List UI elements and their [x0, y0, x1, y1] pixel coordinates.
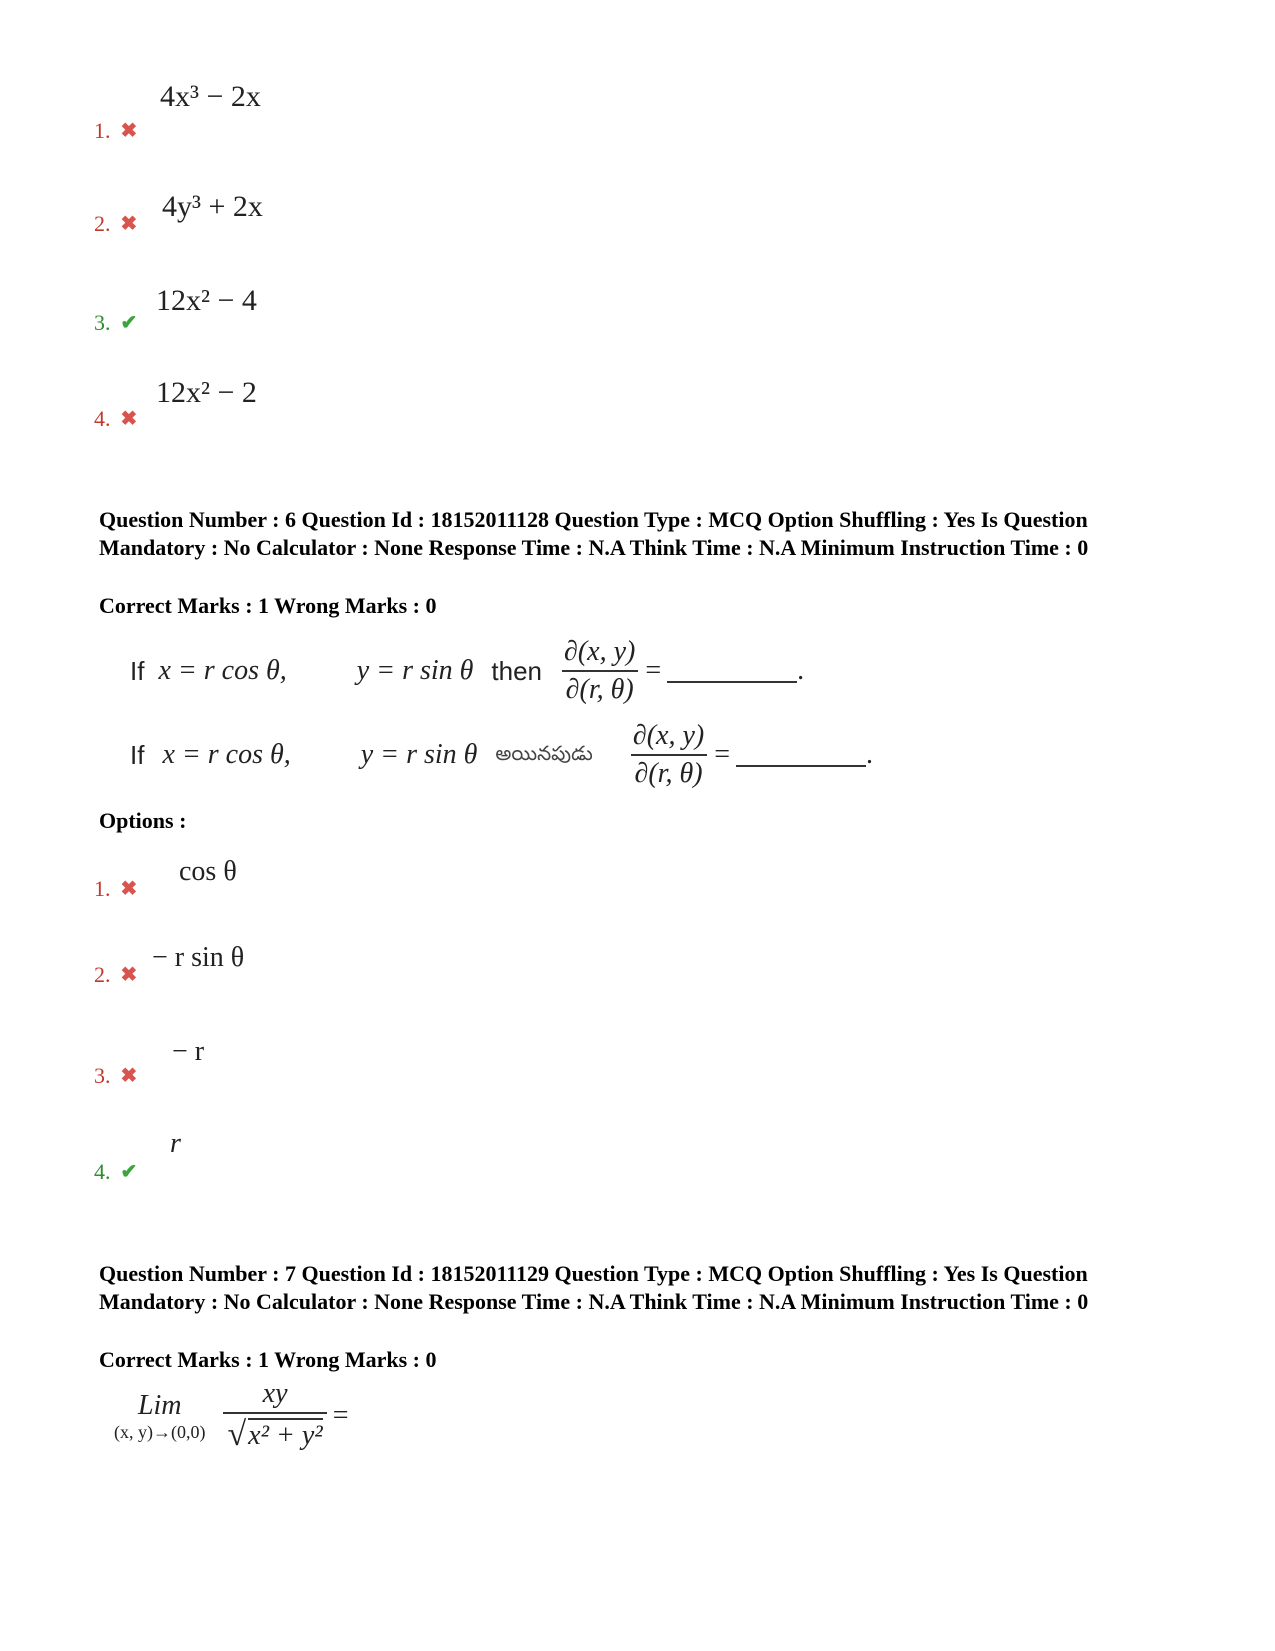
- option-number: 4.: [94, 406, 111, 431]
- option-number: 1.: [94, 118, 111, 143]
- equals-sign: =: [714, 739, 730, 770]
- q7-meta: Question Number : 7 Question Id : 18152011129 Question Type : MCQ Option Shuffling : Yes Is Question Mandatory : No Calculator : None Response Time : N.A Think Time : N.A Minimum Instruction Time : 0: [99, 1261, 1089, 1314]
- equals-sign: =: [645, 655, 662, 686]
- option-number: 3.: [94, 1063, 111, 1088]
- cross-mark-icon: ✖: [120, 1065, 138, 1087]
- answer-blank: [667, 659, 797, 683]
- q5-option-3-expr: 12x² − 4: [156, 284, 257, 317]
- q5-option-4-expr: 12x² − 2: [156, 376, 257, 409]
- q6-meta: Question Number : 6 Question Id : 18152011128 Question Type : MCQ Option Shuffling : Yes Is Question Mandatory : No Calculator : None Response Time : N.A Think Time : N.A Minimum Instruction Time : 0: [99, 507, 1089, 560]
- q6-option-2: [94, 962, 137, 988]
- option-number: 4.: [94, 1159, 111, 1184]
- x-expr: x = r cos θ,: [162, 739, 291, 770]
- q5-option-4: [94, 406, 137, 432]
- q5-option-1-expr: 4x³ − 2x: [160, 80, 261, 113]
- fraction-numerator: ∂(x, y): [564, 636, 636, 667]
- option-number: 1.: [94, 876, 111, 901]
- cross-mark-icon: ✖: [120, 964, 138, 986]
- period: .: [797, 655, 805, 686]
- q6-option-1-expr: cos θ: [179, 856, 237, 887]
- q6-options-label: Options :: [99, 808, 187, 833]
- limit-operator: [114, 1390, 205, 1443]
- cross-mark-icon: ✖: [120, 120, 138, 142]
- limit-fraction: [223, 1378, 326, 1454]
- answer-blank: [736, 743, 866, 767]
- q5-option-2: [94, 211, 137, 237]
- fraction-denominator: ∂(r, θ): [562, 670, 638, 706]
- fraction-numerator: xy: [262, 1378, 288, 1409]
- q6-statement-te: [130, 720, 873, 790]
- if-label: If: [130, 655, 145, 686]
- jacobian-fraction: [629, 720, 708, 790]
- lim-word: Lim: [137, 1389, 182, 1421]
- jacobian-fraction: [560, 636, 639, 706]
- q6-marks: Correct Marks : 1 Wrong Marks : 0: [99, 593, 437, 618]
- equals-sign: =: [332, 1400, 349, 1431]
- fraction-numerator: ∂(x, y): [632, 720, 705, 751]
- cross-mark-icon: ✖: [120, 408, 138, 430]
- fraction-denominator: [223, 1412, 326, 1454]
- x-expr: x = r cos θ,: [158, 655, 287, 686]
- q6-option-2-expr: − r sin θ: [152, 942, 245, 973]
- sqrt-icon: √: [227, 1416, 247, 1453]
- q7-limit-expression: [114, 1378, 349, 1454]
- y-expr: y = r sin θ: [356, 655, 474, 686]
- option-number: 2.: [94, 962, 111, 987]
- cross-mark-icon: ✖: [120, 213, 138, 235]
- option-number: 2.: [94, 211, 111, 236]
- fraction-denominator: ∂(r, θ): [631, 754, 707, 790]
- q5-option-2-expr: 4y³ + 2x: [162, 190, 263, 223]
- cross-mark-icon: ✖: [120, 878, 138, 900]
- q6-option-1: [94, 876, 137, 902]
- q6-option-3: [94, 1063, 137, 1089]
- period: .: [866, 739, 873, 770]
- lim-subscript: (x, y)→(0,0): [114, 1421, 206, 1442]
- q5-option-1: [94, 118, 137, 144]
- q6-option-3-expr: − r: [172, 1036, 205, 1067]
- check-mark-icon: ✔: [120, 1161, 138, 1183]
- check-mark-icon: ✔: [120, 312, 138, 334]
- q6-option-4: [94, 1159, 137, 1185]
- q6-statement-en: [130, 636, 804, 706]
- q5-option-3: [94, 310, 137, 336]
- then-label: then: [491, 655, 543, 686]
- y-expr: y = r sin θ: [360, 739, 478, 770]
- q7-marks: Correct Marks : 1 Wrong Marks : 0: [99, 1347, 437, 1372]
- if-label: If: [130, 739, 145, 770]
- radicand: x² + y²: [248, 1420, 323, 1451]
- q6-option-4-expr: r: [170, 1128, 181, 1159]
- option-number: 3.: [94, 310, 111, 335]
- then-label-telugu: అయినపుడు: [495, 740, 593, 765]
